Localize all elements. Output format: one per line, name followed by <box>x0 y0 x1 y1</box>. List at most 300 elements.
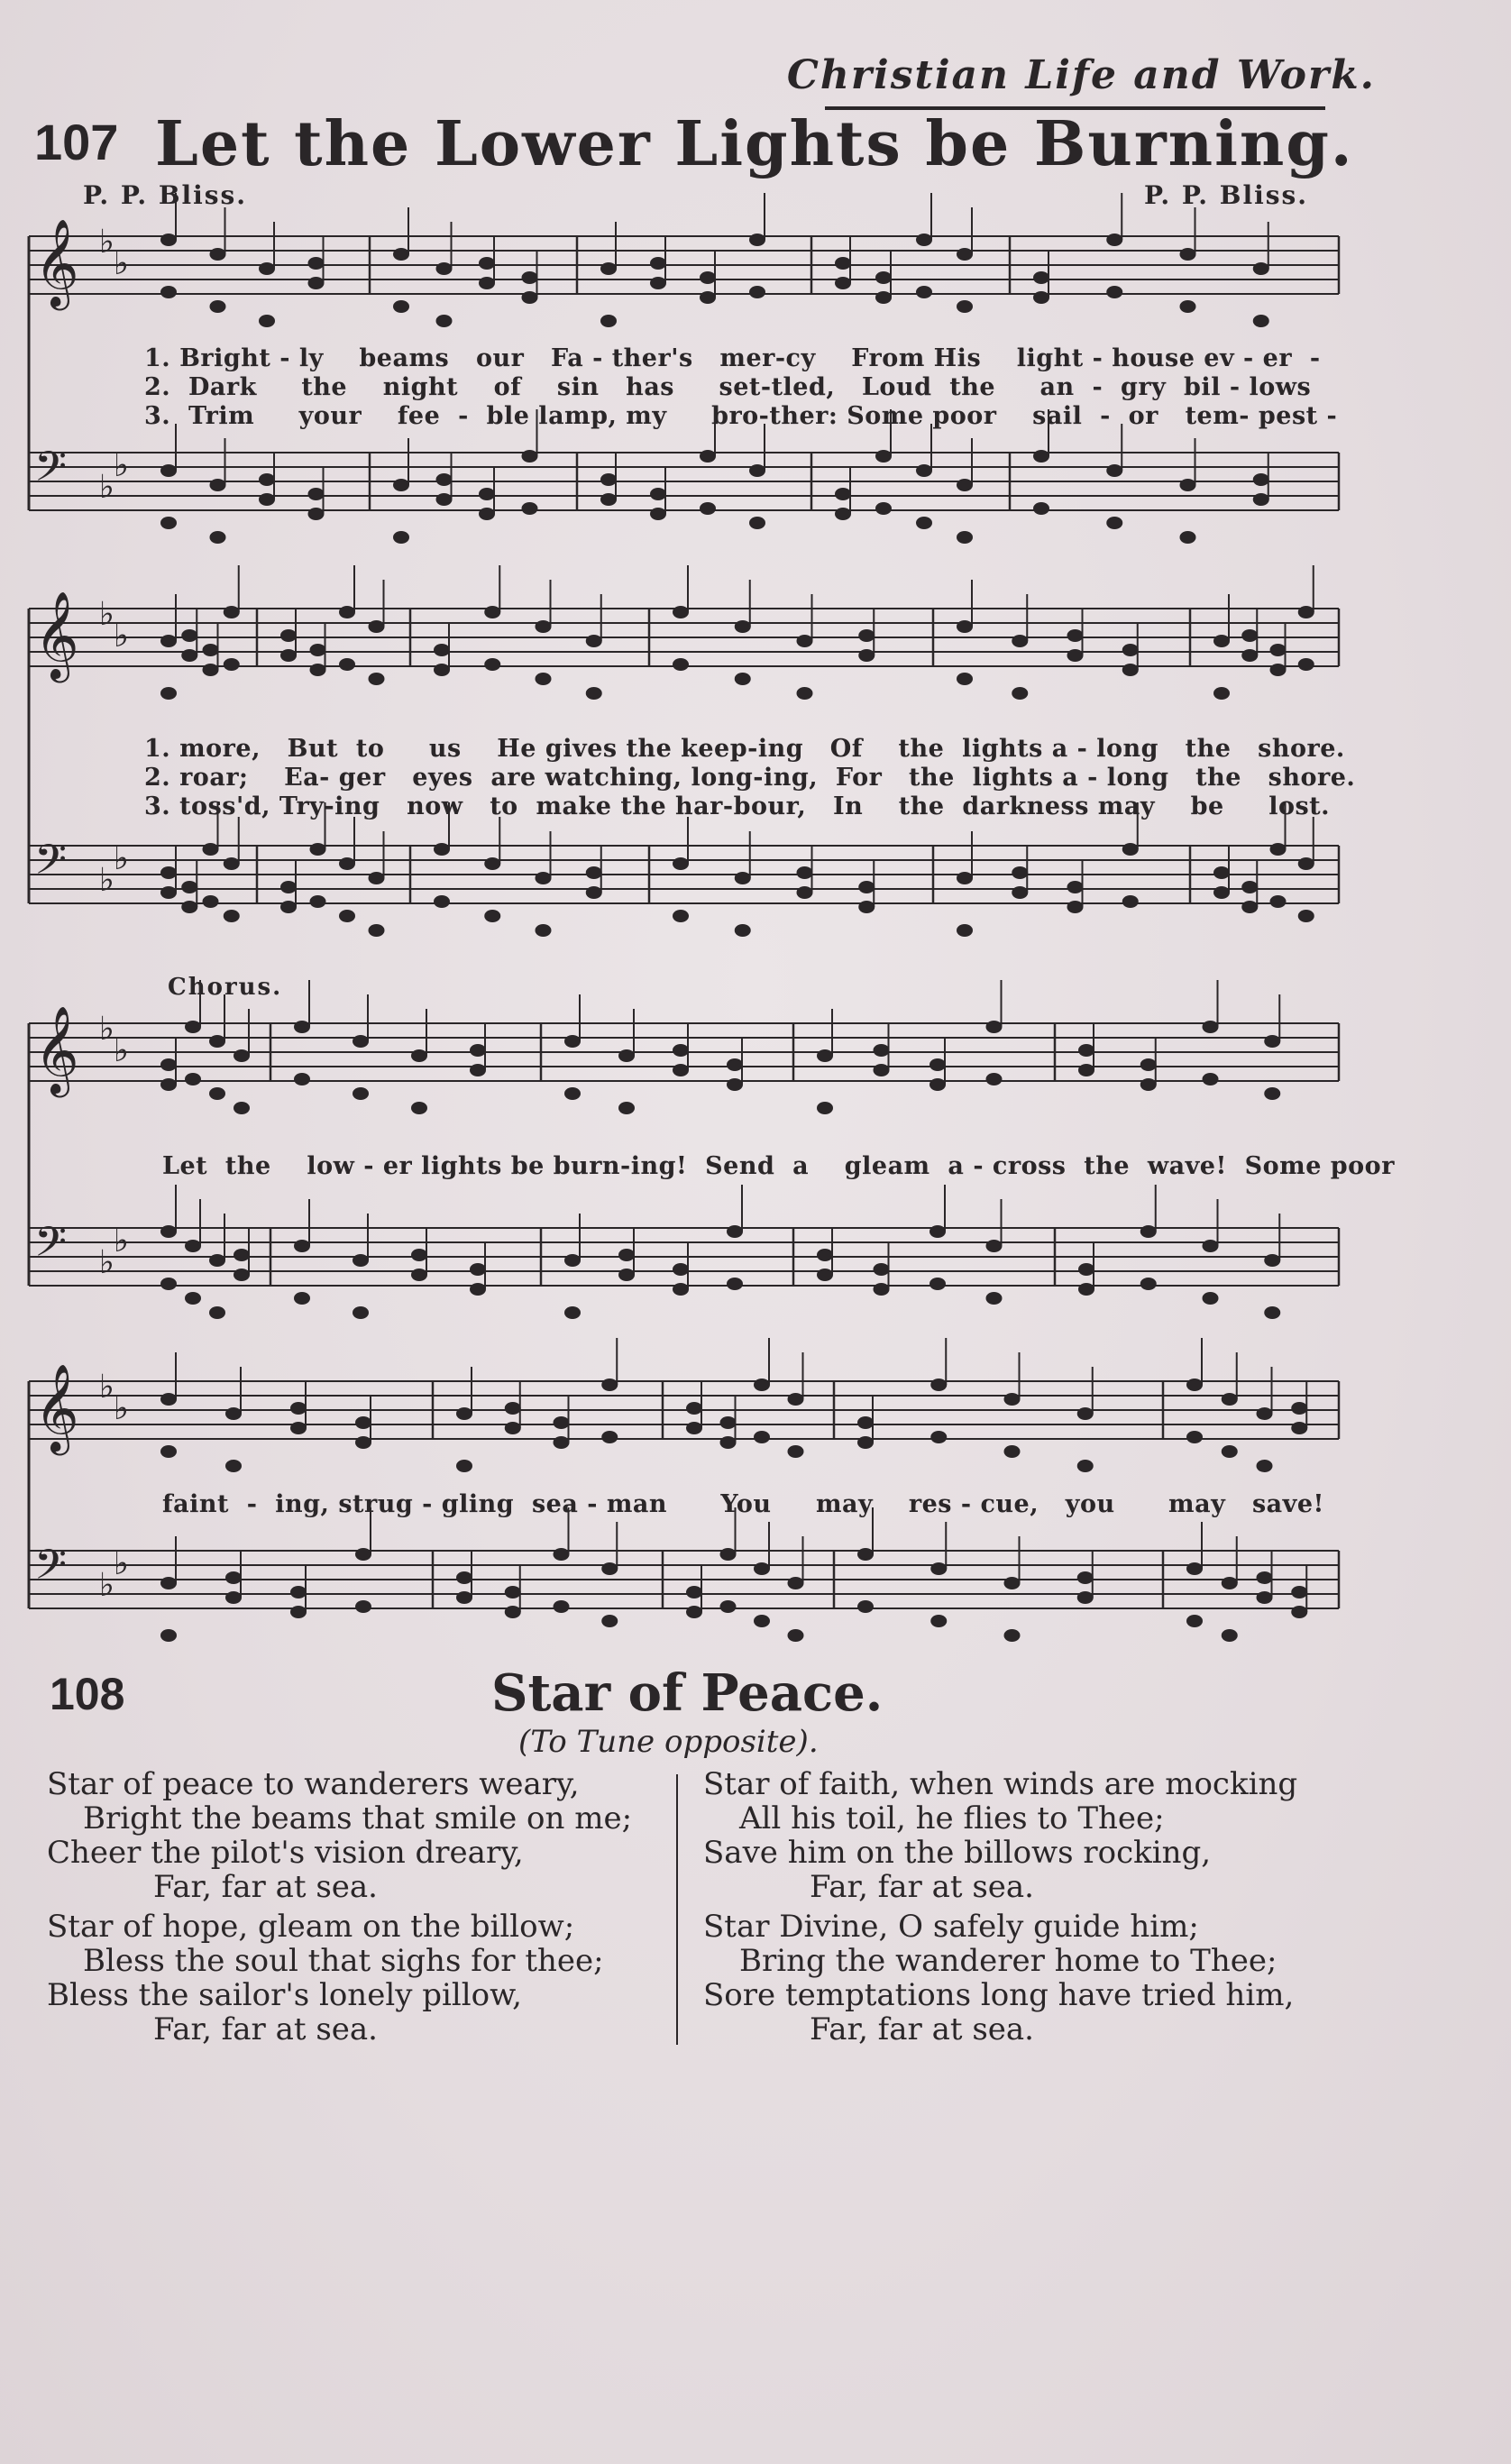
note-head <box>1203 1021 1219 1033</box>
note-head <box>874 1044 890 1057</box>
note-head <box>522 450 538 463</box>
verse-line: Bless the soul that sighs for thee; <box>83 1943 604 1979</box>
note-head <box>505 1422 521 1434</box>
note-head <box>1078 1064 1094 1076</box>
verse-line: All his toil, he flies to Thee; <box>739 1800 1165 1837</box>
verse-left-1 <box>47 1767 632 1904</box>
note-head <box>456 1571 472 1584</box>
note-head <box>160 286 177 298</box>
note-head <box>1140 1058 1157 1071</box>
note-head <box>957 248 973 261</box>
note-head <box>957 620 973 633</box>
note-head <box>957 924 973 937</box>
note-head <box>209 1035 225 1048</box>
note-head <box>185 1292 201 1305</box>
note-head <box>554 1416 570 1429</box>
note-head <box>160 1225 177 1238</box>
note-head <box>1186 1615 1203 1627</box>
note-head <box>754 1431 770 1443</box>
note-head <box>1270 644 1287 656</box>
note-head <box>1213 866 1230 879</box>
note-head <box>355 1600 371 1613</box>
note-head <box>310 843 326 856</box>
note-head <box>479 488 495 500</box>
note-head <box>835 277 851 289</box>
note-head <box>1241 881 1258 893</box>
lyric-line: Let the low - er lights be burn-ing! Send a gleam a - cross the wave! Some poor <box>162 1152 1395 1180</box>
note-head <box>160 517 177 529</box>
note-head <box>1012 886 1028 899</box>
note-head <box>929 1278 946 1290</box>
flat-sign: ♭ <box>114 245 129 282</box>
note-head <box>185 1240 201 1252</box>
verse-line: Cheer the pilot's vision dreary, <box>47 1835 524 1871</box>
note-head <box>434 664 450 676</box>
note-head <box>160 635 177 647</box>
note-head <box>1106 234 1122 246</box>
note-head <box>294 1021 310 1033</box>
note-head <box>1004 1393 1021 1406</box>
note-head <box>536 673 552 685</box>
note-head <box>601 1431 618 1443</box>
note-head <box>875 502 892 515</box>
note-head <box>181 901 197 913</box>
note-head <box>393 531 409 544</box>
note-head <box>957 300 973 313</box>
note-head <box>290 1422 307 1434</box>
note-head <box>310 895 326 908</box>
note-head <box>858 649 875 662</box>
note-head <box>355 1416 371 1429</box>
note-head <box>1122 664 1139 676</box>
note-head <box>1213 886 1230 899</box>
note-head <box>1067 629 1084 642</box>
note-head <box>353 1254 369 1267</box>
note-head <box>1122 843 1139 856</box>
note-head <box>650 277 666 289</box>
hymn-108-subtitle: (To Tune opposite). <box>518 1724 819 1760</box>
note-head <box>1067 649 1084 662</box>
note-head <box>673 606 689 618</box>
note-head <box>353 1087 369 1100</box>
note-head <box>224 857 240 870</box>
note-head <box>754 1379 770 1391</box>
note-head <box>1213 635 1230 647</box>
note-head <box>210 300 226 313</box>
lyric-line: 2. roar; Ea- ger eyes are watching, long-ing, For the lights a - long the shore. <box>144 764 1356 792</box>
lyric-line: 2. Dark the night of sin has set-tled, Loud the an - gry bil - lows <box>144 373 1312 401</box>
verse-line: Far, far at sea. <box>153 1869 378 1905</box>
lyric-line: 3. Trim your fee - ble lamp, my bro-ther: Some poor sail - or tem- pest - <box>144 402 1338 430</box>
note-head <box>160 1629 177 1642</box>
note-head <box>586 635 602 647</box>
note-head <box>411 1249 427 1261</box>
flat-sign: ♭ <box>114 1545 129 1582</box>
verse-separator <box>676 1774 678 2045</box>
note-head <box>160 687 177 700</box>
verse-line: Star of faith, when winds are mocking <box>703 1766 1298 1802</box>
note-head <box>339 606 355 618</box>
note-head <box>727 1225 743 1238</box>
note-head <box>294 1292 310 1305</box>
note-head <box>1241 629 1258 642</box>
note-head <box>986 1021 1003 1033</box>
bass-clef: 𝄢 <box>34 836 68 894</box>
note-head <box>797 886 813 899</box>
note-head <box>601 1615 618 1627</box>
note-head <box>1106 464 1122 477</box>
note-head <box>916 464 932 477</box>
note-head <box>1264 1254 1280 1267</box>
treble-clef: 𝄞 <box>34 218 79 307</box>
section-title: Christian Life and Work. <box>786 52 1376 98</box>
note-head <box>181 649 197 662</box>
note-head <box>210 479 226 491</box>
note-head <box>600 315 617 327</box>
note-head <box>749 286 765 298</box>
note-head <box>308 508 325 520</box>
note-head <box>673 1263 689 1276</box>
note-head <box>586 866 602 879</box>
note-head <box>1033 291 1049 304</box>
note-head <box>209 1254 225 1267</box>
note-head <box>788 1577 804 1589</box>
note-head <box>411 1049 427 1062</box>
note-head <box>224 606 240 618</box>
note-head <box>160 234 177 246</box>
note-head <box>536 620 552 633</box>
note-head <box>930 1431 947 1443</box>
note-head <box>1241 901 1258 913</box>
note-head <box>308 277 325 289</box>
note-head <box>210 531 226 544</box>
note-head <box>1180 300 1196 313</box>
note-head <box>930 1379 947 1391</box>
note-head <box>259 493 275 506</box>
flat-sign: ♭ <box>99 1369 114 1406</box>
flat-sign: ♭ <box>99 1567 114 1604</box>
note-head <box>225 1591 242 1604</box>
note-head <box>720 1436 737 1449</box>
note-head <box>1298 910 1314 922</box>
note-head <box>564 1306 581 1319</box>
flat-sign: ♭ <box>99 469 114 506</box>
bass-clef: 𝄢 <box>34 1541 68 1599</box>
note-head <box>290 1586 307 1598</box>
note-head <box>353 1035 369 1048</box>
note-head <box>874 1283 890 1296</box>
note-head <box>817 1049 833 1062</box>
note-head <box>650 257 666 270</box>
note-head <box>735 872 751 884</box>
note-head <box>160 1577 177 1589</box>
note-head <box>673 658 689 671</box>
verse-line: Far, far at sea. <box>810 1869 1034 1905</box>
note-head <box>835 488 851 500</box>
note-head <box>434 843 450 856</box>
note-head <box>470 1263 486 1276</box>
note-head <box>686 1422 702 1434</box>
note-head <box>393 300 409 313</box>
note-head <box>160 866 177 879</box>
note-head <box>564 1035 581 1048</box>
note-head <box>536 924 552 937</box>
note-head <box>700 450 716 463</box>
note-head <box>434 644 450 656</box>
note-head <box>817 1269 833 1281</box>
note-head <box>564 1254 581 1267</box>
verse-line: Far, far at sea. <box>153 2011 378 2047</box>
note-head <box>618 1249 635 1261</box>
note-head <box>436 493 453 506</box>
note-head <box>749 234 765 246</box>
note-head <box>650 488 666 500</box>
note-head <box>673 1044 689 1057</box>
bass-clef: 𝄢 <box>34 1218 68 1277</box>
note-head <box>185 1073 201 1085</box>
note-head <box>673 1064 689 1076</box>
note-head <box>1298 857 1314 870</box>
flat-sign: ♭ <box>99 1011 114 1048</box>
verse-left-2 <box>47 1910 604 2047</box>
note-head <box>522 291 538 304</box>
flat-sign: ♭ <box>114 618 129 655</box>
lyric-line: 1. Bright - ly beams our Fa - ther's mer-cy From His light - house ev - er - <box>144 344 1321 372</box>
note-head <box>1077 1407 1094 1420</box>
note-head <box>788 1393 804 1406</box>
note-head <box>225 1407 242 1420</box>
note-head <box>1291 1422 1307 1434</box>
note-head <box>1033 271 1049 284</box>
note-head <box>1257 1460 1273 1472</box>
note-head <box>234 1049 250 1062</box>
note-head <box>280 649 297 662</box>
note-head <box>224 910 240 922</box>
verse-line: Star of hope, gleam on the billow; <box>47 1909 575 1945</box>
note-head <box>1012 635 1028 647</box>
note-head <box>522 502 538 515</box>
note-head <box>1241 649 1258 662</box>
note-head <box>1213 687 1230 700</box>
note-head <box>754 1562 770 1575</box>
note-head <box>1253 262 1269 275</box>
note-head <box>185 1021 201 1033</box>
note-head <box>411 1102 427 1114</box>
note-head <box>203 895 219 908</box>
note-head <box>1180 531 1196 544</box>
note-head <box>916 234 932 246</box>
note-head <box>1122 644 1139 656</box>
note-head <box>234 1269 250 1281</box>
note-head <box>700 291 716 304</box>
note-head <box>858 881 875 893</box>
note-head <box>1222 1629 1238 1642</box>
note-head <box>1033 502 1049 515</box>
note-head <box>310 644 326 656</box>
flat-sign: ♭ <box>99 596 114 633</box>
note-head <box>916 286 932 298</box>
note-head <box>929 1225 946 1238</box>
note-head <box>479 508 495 520</box>
note-head <box>1298 606 1314 618</box>
music-credit: P. P. Bliss. <box>1143 180 1308 210</box>
note-head <box>203 843 219 856</box>
note-head <box>160 464 177 477</box>
note-head <box>700 502 716 515</box>
note-head <box>720 1416 737 1429</box>
note-head <box>727 1278 743 1290</box>
note-head <box>817 1249 833 1261</box>
note-head <box>1222 1393 1238 1406</box>
note-head <box>1257 1571 1273 1584</box>
note-head <box>1270 895 1287 908</box>
note-head <box>1298 658 1314 671</box>
note-head <box>986 1292 1003 1305</box>
note-head <box>875 271 892 284</box>
note-head <box>470 1044 486 1057</box>
note-head <box>930 1562 947 1575</box>
note-head <box>280 629 297 642</box>
note-head <box>353 1306 369 1319</box>
note-head <box>234 1102 250 1114</box>
note-head <box>618 1049 635 1062</box>
note-head <box>1106 517 1122 529</box>
note-head <box>160 1445 177 1458</box>
note-head <box>857 1548 874 1561</box>
note-head <box>369 620 385 633</box>
note-head <box>290 1402 307 1415</box>
verse-line: Bring the wanderer home to Thee; <box>739 1943 1277 1979</box>
note-head <box>1264 1087 1280 1100</box>
note-head <box>727 1058 743 1071</box>
note-head <box>484 857 500 870</box>
flat-sign: ♭ <box>114 840 129 877</box>
note-head <box>735 673 751 685</box>
note-head <box>456 1407 472 1420</box>
note-head <box>1253 473 1269 486</box>
note-head <box>436 473 453 486</box>
note-head <box>875 450 892 463</box>
note-head <box>505 1586 521 1598</box>
note-head <box>749 464 765 477</box>
note-head <box>1012 687 1028 700</box>
note-head <box>393 248 409 261</box>
note-head <box>181 881 197 893</box>
note-head <box>735 620 751 633</box>
note-head <box>788 1629 804 1642</box>
note-head <box>929 1078 946 1091</box>
note-head <box>160 1078 177 1091</box>
note-head <box>259 473 275 486</box>
note-head <box>600 473 617 486</box>
note-head <box>720 1548 737 1561</box>
note-head <box>160 1393 177 1406</box>
note-head <box>339 910 355 922</box>
note-head <box>564 1087 581 1100</box>
hymn-108-title: Star of Peace. <box>491 1663 884 1723</box>
note-head <box>456 1460 472 1472</box>
note-head <box>203 644 219 656</box>
note-head <box>600 493 617 506</box>
note-head <box>673 857 689 870</box>
note-head <box>857 1416 874 1429</box>
verse-line: Sore temptations long have tried him, <box>703 1977 1295 2013</box>
note-head <box>536 872 552 884</box>
note-head <box>209 1087 225 1100</box>
flat-sign: ♭ <box>114 447 129 484</box>
note-head <box>339 658 355 671</box>
note-head <box>618 1269 635 1281</box>
words-credit: P. P. Bliss. <box>83 180 248 210</box>
note-head <box>160 886 177 899</box>
note-head <box>436 315 453 327</box>
treble-clef: 𝄞 <box>34 1363 79 1452</box>
note-head <box>479 257 495 270</box>
note-head <box>234 1249 250 1261</box>
note-head <box>310 664 326 676</box>
note-head <box>957 872 973 884</box>
note-head <box>1186 1562 1203 1575</box>
note-head <box>280 901 297 913</box>
note-head <box>600 262 617 275</box>
note-head <box>160 1278 177 1290</box>
note-head <box>1033 450 1049 463</box>
note-head <box>957 531 973 544</box>
verse-line: Star Divine, O safely guide him; <box>703 1909 1199 1945</box>
note-head <box>1078 1263 1094 1276</box>
note-head <box>857 1436 874 1449</box>
note-head <box>1078 1044 1094 1057</box>
note-head <box>505 1606 521 1618</box>
note-head <box>986 1240 1003 1252</box>
note-head <box>1222 1577 1238 1589</box>
note-head <box>686 1402 702 1415</box>
note-head <box>1291 1402 1307 1415</box>
note-head <box>1004 1445 1021 1458</box>
note-head <box>484 658 500 671</box>
note-head <box>259 262 275 275</box>
note-head <box>1180 248 1196 261</box>
note-head <box>857 1600 874 1613</box>
note-head <box>673 1283 689 1296</box>
note-head <box>586 886 602 899</box>
note-head <box>470 1064 486 1076</box>
note-head <box>411 1269 427 1281</box>
treble-clef: 𝄞 <box>34 1005 79 1094</box>
note-head <box>1067 901 1084 913</box>
treble-clef: 𝄞 <box>34 591 79 679</box>
note-head <box>727 1078 743 1091</box>
note-head <box>929 1058 946 1071</box>
note-head <box>1257 1591 1273 1604</box>
note-head <box>817 1102 833 1114</box>
note-head <box>369 924 385 937</box>
note-head <box>1291 1606 1307 1618</box>
note-head <box>1077 1591 1094 1604</box>
note-head <box>522 271 538 284</box>
chorus-label: Chorus. <box>168 974 283 1001</box>
note-head <box>393 479 409 491</box>
note-head <box>1270 664 1287 676</box>
lyric-line: 1. more, But to us He gives the keep-ing Of the lights a - long the shore. <box>144 735 1345 763</box>
note-head <box>1257 1407 1273 1420</box>
note-head <box>1140 1225 1157 1238</box>
flat-sign: ♭ <box>99 862 114 899</box>
note-head <box>930 1615 947 1627</box>
note-head <box>788 1445 804 1458</box>
note-head <box>434 895 450 908</box>
note-head <box>700 271 716 284</box>
